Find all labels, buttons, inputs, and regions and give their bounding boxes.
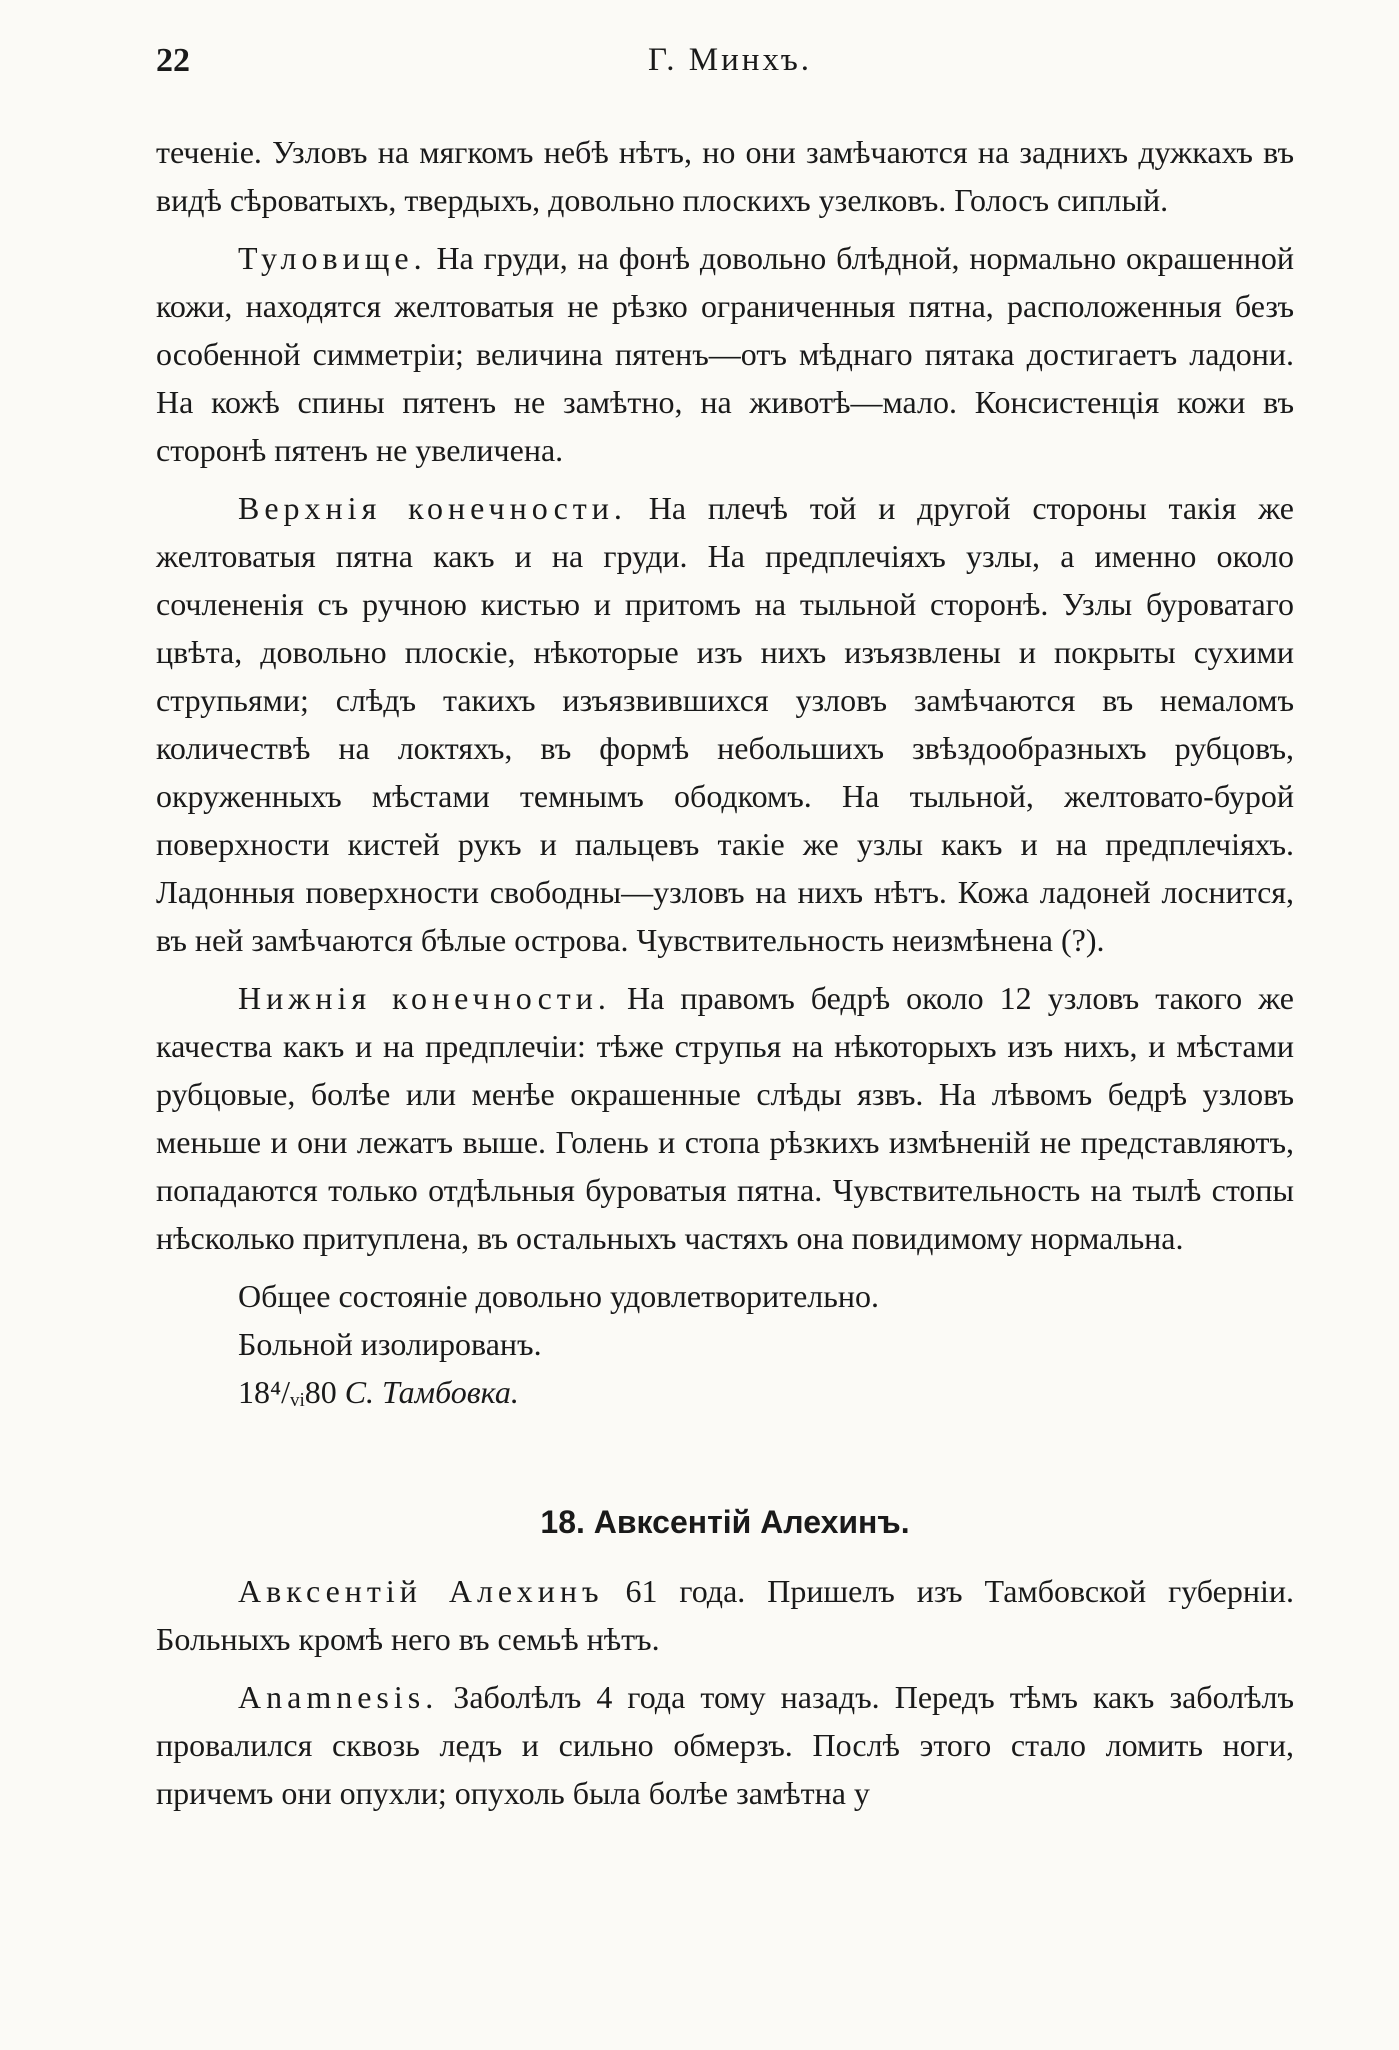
anamnesis-text: Заболѣлъ 4 года тому назадъ. Передъ тѣмъ какъ заболѣлъ провалился сквозь ледъ и сильно обмерзъ. Послѣ этого стало ломить ноги, причемъ они опухли; опухоль была болѣе замѣтна у xyxy=(156,1679,1294,1811)
torso-text: На груди, на фонѣ довольно блѣдной, нормально окрашенной кожи, находятся желтоватыя не рѣзко ограниченныя пятна, расположенныя безъ особенной симметріи; величина пятенъ—отъ мѣднаго пятака достигаетъ ладони. На кожѣ спины пятенъ не замѣтно, на животѣ—мало. Консистенція кожи въ сторонѣ пятенъ не увеличена. xyxy=(156,240,1294,468)
lower-limbs-text: На правомъ бедрѣ около 12 узловъ такого же качества какъ и на предплечіи: тѣже струпья на нѣкоторыхъ изъ нихъ, и мѣстами рубцовые, болѣе или менѣе окрашенные слѣды язвъ. На лѣвомъ бедрѣ узловъ меньше и они лежатъ выше. Голень и стопа рѣзкихъ измѣненій не представляютъ, попадаются только отдѣльныя буроватыя пятна. Чувствительность на тылѣ стопы нѣсколько притуплена, въ остальныхъ частяхъ она повидимому нормальна. xyxy=(156,980,1295,1256)
running-head: Г. Минхъ. xyxy=(647,42,813,78)
upper-limbs-text: На плечѣ той и другой стороны такія же желтоватыя пятна какъ и на груди. На предплечіяхъ узлы, а именно около сочлененія съ ручною кистью и притомъ на тыльной сторонѣ. Узлы буроватаго цвѣта, довольно плоскіе, нѣкоторые изъ нихъ изъязвлены и покрыты сухими струпьями; слѣдъ такихъ изъязвившихся узловъ замѣчаются въ немаломъ количествѣ на локтяхъ, въ формѣ небольшихъ звѣздообразныхъ рубцовъ, окруженныхъ мѣстами темнымъ ободкомъ. На тыльной, желтовато-бурой поверхности кистей рукъ и пальцевъ такіе же узлы какъ и на предплечіяхъ. Ладонныя поверхности свободны—узловъ на нихъ нѣтъ. Кожа ладоней лоснится, въ ней замѣчаются бѣлые острова. Чувствительность неизмѣнена (?). xyxy=(156,490,1295,958)
subheading-upper-limbs: Верхнія конечности. xyxy=(238,490,627,526)
general-condition: Общее состояніе довольно удовлетворительно. xyxy=(238,1278,879,1314)
paragraph-lower-limbs xyxy=(156,974,1294,1262)
isolation-note: Больной изолированъ. xyxy=(238,1326,542,1362)
date: 18⁴/ᵥᵢ80 xyxy=(238,1374,337,1410)
section-title: 18. Авксентій Алехинъ. xyxy=(540,1504,910,1540)
subheading-torso: Туловище. xyxy=(238,240,427,276)
paragraph-anamnesis xyxy=(156,1673,1294,1817)
paragraph-continuation: теченіе. Узловъ на мягкомъ небѣ нѣтъ, но они замѣчаются на заднихъ дужкахъ въ видѣ сѣроватыхъ, твердыхъ, довольно плоскихъ узелковъ. Голосъ сиплый. xyxy=(156,134,1294,218)
paragraph-torso xyxy=(156,234,1294,474)
paragraph-upper-limbs xyxy=(156,484,1294,964)
page-number: 22 xyxy=(156,42,190,79)
body-text xyxy=(156,128,1294,1827)
page-header xyxy=(150,42,1310,102)
paragraph-intro xyxy=(156,1567,1294,1663)
place: С. Тамбовка. xyxy=(344,1374,519,1410)
subheading-lower-limbs: Нижнія конечности. xyxy=(238,980,611,1016)
dateline xyxy=(156,1368,1294,1416)
subheading-anamnesis: Anamnesis. xyxy=(238,1679,439,1715)
patient-name: Авксентій Алехинъ xyxy=(238,1573,604,1609)
intro-text: 61 года. Пришелъ изъ Тамбовской губерніи. Больныхъ кромѣ него въ семьѣ нѣтъ. xyxy=(156,1573,1295,1657)
